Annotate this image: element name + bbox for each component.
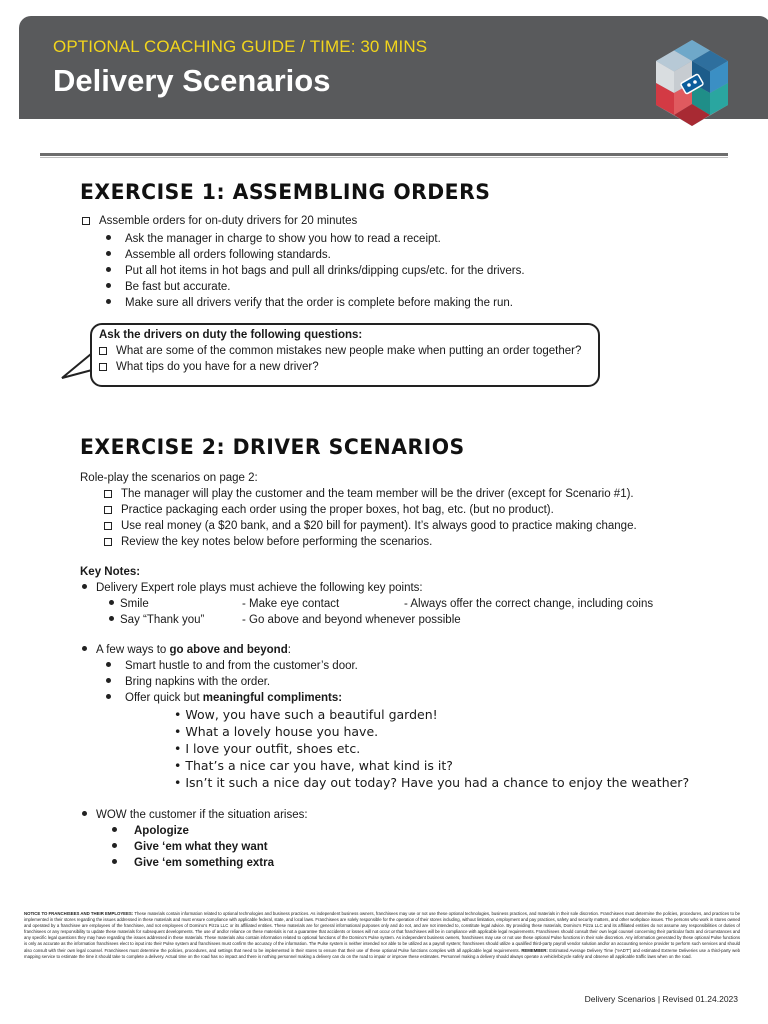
above-beyond-prefix: A few ways to [96,644,170,656]
bullet-icon [82,584,87,589]
list-item [106,676,270,688]
checklist-text: Use real money (a $20 bank, and a $20 bill for payment). It’s always good to practice making change. [121,520,637,532]
key-notes-heading: Key Notes: [80,566,141,578]
bullet-icon [106,678,111,683]
key-point: - Always offer the correct change, including coins [404,598,654,610]
compliment-text: Wow, you have such a beautiful garden! [185,707,438,722]
checkbox-icon [104,538,112,546]
bullet-text: Assemble all orders following standards. [125,249,331,261]
divider-rule-thin [40,157,728,158]
compliment-text: What a lovely house you have. [185,724,379,739]
above-beyond-suffix: : [287,644,291,656]
compliment-text: That’s a nice car you have, what kind is it? [185,758,453,773]
question-text: What tips do you have for a new driver? [116,361,319,373]
list-item [106,692,342,704]
callout-heading: Ask the drivers on duty the following questions: [99,329,363,341]
bullet-icon [106,299,111,304]
wow-text: WOW the customer if the situation arises: [96,809,308,821]
checklist-item [104,536,432,548]
exercise-1-task [82,215,357,227]
key-point [109,614,204,626]
wow-item [112,825,189,837]
wow-item [112,841,268,853]
wow-item [112,857,274,869]
checkbox-icon [82,217,90,225]
checklist-item [104,504,554,516]
exercise-2-intro: Role-play the scenarios on page 2: [80,472,258,484]
compliment-item: • What a lovely house you have. [174,724,379,739]
list-item [106,281,230,293]
bullet-text: Make sure all drivers verify that the order is complete before making the run. [125,297,513,309]
callout-question [99,361,319,373]
compliment-item: • I love your outfit, shoes etc. [174,741,361,756]
compliment-text: Isn’t it such a nice day out today? Have you had a chance to enjoy the weather? [185,775,690,790]
callout-question [99,345,581,357]
bullet-icon [106,235,111,240]
list-text: Smart hustle to and from the customer’s door. [125,660,358,672]
compliments-prefix: Offer quick but [125,692,203,704]
list-item [106,660,358,672]
compliment-item: • That’s a nice car you have, what kind is it? [174,758,453,773]
bullet-icon [109,616,114,621]
list-item [106,265,525,277]
checklist-item [104,520,637,532]
remember-label: REMEMBER: [521,947,548,953]
compliments-bold: meaningful compliments: [202,692,343,704]
wow-item-text: Apologize [134,825,189,837]
bullet-icon [109,600,114,605]
bullet-icon [112,859,117,864]
task-text: Assemble orders for on-duty drivers for 20 minutes [99,215,358,227]
bullet-icon [82,646,87,651]
bullet-icon [112,843,117,848]
exercise-1-title: EXERCISE 1: ASSEMBLING ORDERS [80,180,491,204]
bullet-icon [106,694,111,699]
wow-item-text: Give ‘em what they want [134,841,268,853]
bullet-icon [106,267,111,272]
key-point: - Make eye contact [242,598,340,610]
key-point [109,598,149,610]
key-point: - Go above and beyond whenever possible [242,614,461,626]
bullet-icon [106,662,111,667]
page-title: Delivery Scenarios [53,63,331,98]
legal-notice [24,911,740,960]
list-item [106,297,513,309]
list-item [106,249,331,261]
guide-subtitle: OPTIONAL COACHING GUIDE / TIME: 30 MINS [53,37,428,56]
checklist-text: Practice packaging each order using the proper boxes, hot bag, etc. (but no product). [121,504,554,516]
checkbox-icon [99,363,107,371]
key-point-intro-text: Delivery Expert role plays must achieve the following key points: [96,582,423,594]
compliment-text: I love your outfit, shoes etc. [185,741,361,756]
dominos-hexagon-logo-icon [652,38,732,128]
bullet-text: Put all hot items in hot bags and pull all drinks/dipping cups/etc. for the drivers. [125,265,525,277]
notice-body: These materials contain information related to optional technologies and business practices. As independent business owners, franchisees may use or not use these optional technologies, business practices, and materials in their sole discretion. Franchisees must determine the policies, procedures, and practices to be implemented in their stores regarding the issues addressed in these materials and must ensure compliance with applicable federal, state, and local laws. Franchisees are solely responsible for the operation of their stores including, without limitation, employment and pay practices, safety and security matters, and other workplace issues. The persons who work in stores owned and operated by a franchisee are employees of the franchisee, and not employees of Domino’s Pizza LLC or its affiliated entities. These materials are for general informational purposes only and do not, and are not intended to, constitute legal advice. By providing these materials, Domino’s Pizza LLC and its affiliated entities do not assume any responsibilities or duties of franchisees or any responsibility to update these materials for subsequent developments. The use of and/or reliance on these materials is not a guarantee that accidents or losses will not occur or that franchisees will be in compliance with applicable legal requirements. Franchisees should consult their own legal counsel concerning their particular facts and circumstances and any specific legal questions they may have regarding the issues addressed in these materials. These materials also contain information related to optional functions of the Domino’s Pulse system. As independent business owners, franchisees may use or not use these optional Pulse functions in their sole discretion. Any information generated by these optional Pulse functions is only as accurate as the information franchisees elect to input into their Pulse system and franchisees must confirm the accuracy of the information. The Pulse system is neither intended nor able to be utilized as a payroll system; franchisees should utilize a qualified third-party payroll vendor solution and/or an accounting service provider to perform such services and should also consult with their own legal counsel. Franchisees must determine the policies, procedures, and settings that need to be implemented in their stores to ensure that their use of these optional Pulse functions complies with all applicable legal requirements. [24,911,740,953]
bullet-icon [106,283,111,288]
key-point-intro [82,582,423,594]
notice-label: NOTICE TO FRANCHISEES AND THEIR EMPLOYEES: [24,911,134,916]
list-item [106,233,441,245]
bullet-icon [112,827,117,832]
bullet-icon [106,251,111,256]
checkbox-icon [104,522,112,530]
bullet-text: Ask the manager in charge to show you how to read a receipt. [125,233,441,245]
wow-intro [82,809,308,821]
checkbox-icon [104,490,112,498]
list-text: Bring napkins with the order. [125,676,271,688]
checkbox-icon [104,506,112,514]
divider-rule [40,153,728,156]
checklist-item [104,488,634,500]
bullet-icon [82,811,87,816]
key-point-text: Say “Thank you” [120,614,205,626]
checklist-text: Review the key notes below before performing the scenarios. [121,536,433,548]
compliment-item: • Isn’t it such a nice day out today? Have you had a chance to enjoy the weather? [174,775,690,790]
checklist-text: The manager will play the customer and the team member will be the driver (except for Scenario #1). [121,488,634,500]
above-beyond-bold: go above and beyond [169,644,288,656]
checkbox-icon [99,347,107,355]
key-point-text: Smile [120,598,149,610]
wow-item-text: Give ‘em something extra [134,857,274,869]
page-footer: Delivery Scenarios | Revised 01.24.2023 [584,994,738,1004]
header-band [19,16,768,119]
bullet-text: Be fast but accurate. [125,281,231,293]
above-beyond-intro [82,644,291,656]
exercise-2-title: EXERCISE 2: DRIVER SCENARIOS [80,435,465,459]
compliment-item: • Wow, you have such a beautiful garden! [174,707,438,722]
remember-text: Estimated Average Delivery Time (“eADT”) and estimated Extreme Deliveries use a third-party web mapping service to estimate the time it should take to complete a delivery. Actual time on the road has no impact and there is nothing personnel making a delivery can do on the road to impair or improve these estimates. Personnel making a delivery should always operate a vehicle/bicycle safely and observe all applicable traffic laws when on the road. [24,947,740,959]
question-text: What are some of the common mistakes new people make when putting an order together? [116,345,582,357]
